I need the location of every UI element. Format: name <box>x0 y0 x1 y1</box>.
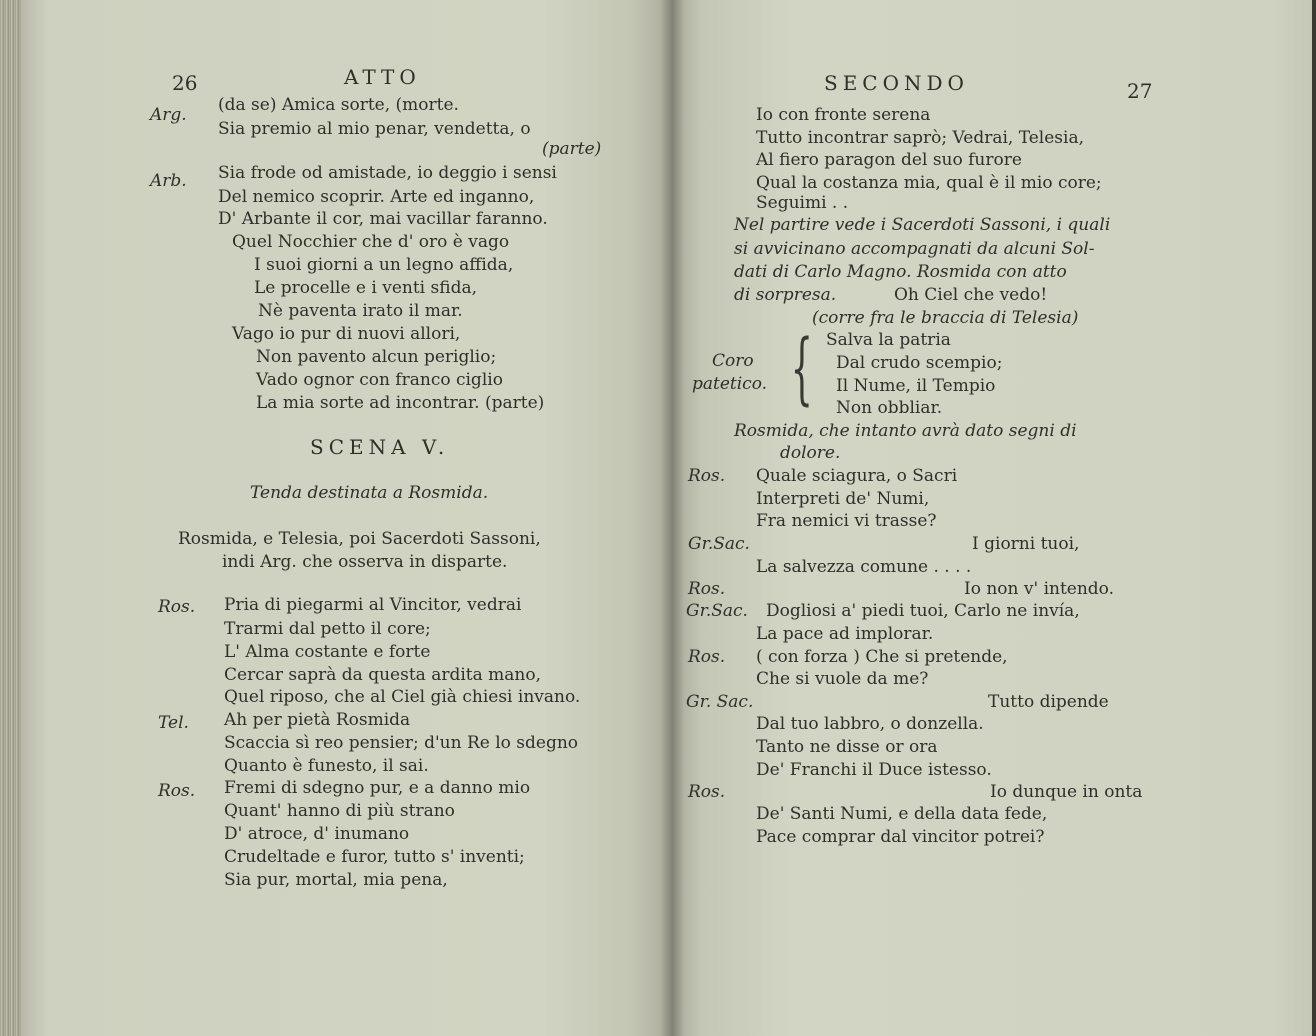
verse-line: Nè paventa irato il mar. <box>258 301 463 321</box>
speaker: Ros. <box>688 466 726 486</box>
speaker: Ros. <box>688 782 726 802</box>
speaker: Ros. <box>688 647 726 667</box>
dialogue-line: L' Alma costante e forte <box>224 642 431 662</box>
verse-line: Tutto incontrar saprò; Vedrai, Telesia, <box>756 128 1084 148</box>
dialogue-line: Tanto ne disse or ora <box>756 737 938 757</box>
verse-line: (da se) Amica sorte, (morte. <box>218 95 459 115</box>
dialogue-line: Sia pur, mortal, mia pena, <box>224 870 448 890</box>
speaker: Ros. <box>158 597 196 617</box>
stage-direction: di sorpresa. <box>734 285 837 305</box>
verse-line: Del nemico scoprir. Arte ed inganno, <box>218 187 535 207</box>
scene-setting: Tenda destinata a Rosmida. <box>250 483 489 503</box>
speaker: Ros. <box>688 579 726 599</box>
stage-direction: si avvicinano accompagnati da alcuni Sol- <box>734 239 1095 259</box>
dialogue-line: Io non v' intendo. <box>964 579 1115 599</box>
dialogue-line: Quant' hanno di più strano <box>224 801 455 821</box>
chorus-label: patetico. <box>692 374 768 394</box>
page-number-right: 27 <box>1127 79 1153 103</box>
scene-cast: indi Arg. che osserva in disparte. <box>222 552 508 572</box>
dialogue-line: Interpreti de' Numi, <box>756 489 930 509</box>
book-gutter <box>660 0 684 1036</box>
dialogue-line: I giorni tuoi, <box>972 534 1080 554</box>
speaker: Gr.Sac. <box>688 534 750 554</box>
verse-line: Al fiero paragon del suo furore <box>756 150 1022 170</box>
stage-direction: Nel partire vede i Sacerdoti Sassoni, i quali <box>734 215 1111 235</box>
dialogue-line: D' atroce, d' inumano <box>224 824 410 844</box>
verse-line: Qual la costanza mia, qual è il mio core; <box>756 173 1102 193</box>
dialogue-line: De' Franchi il Duce istesso. <box>756 760 992 780</box>
brace-icon: { <box>790 324 813 414</box>
verse-line: (parte) <box>542 139 602 159</box>
dialogue-line: La salvezza comune . . . . <box>756 557 972 577</box>
verse-line: Io con fronte serena <box>756 105 931 125</box>
chorus-line: Dal crudo scempio; <box>836 353 1003 373</box>
dialogue-line: Scaccia sì reo pensier; d'un Re lo sdegno <box>224 733 579 753</box>
dialogue-line: La pace ad implorar. <box>756 624 934 644</box>
stage-direction: dati di Carlo Magno. Rosmida con atto <box>734 262 1067 282</box>
chorus-line: Non obbliar. <box>836 398 943 418</box>
dialogue-line: Pace comprar dal vincitor potrei? <box>756 827 1045 847</box>
speaker: Arg. <box>150 105 187 125</box>
dialogue-line: Dal tuo labbro, o donzella. <box>756 714 984 734</box>
left-page <box>22 0 672 1036</box>
speaker: Arb. <box>150 171 187 191</box>
verse-line: D' Arbante il cor, mai vacillar faranno. <box>218 209 548 229</box>
page-edges <box>0 0 24 1036</box>
speaker: Tel. <box>158 713 189 733</box>
speaker: Gr.Sac. <box>686 601 748 621</box>
verse-line: I suoi giorni a un legno affida, <box>254 255 514 275</box>
scene-title: SCENA V. <box>310 435 450 459</box>
verse-line: Quel Nocchier che d' oro è vago <box>232 232 510 252</box>
running-head-right: SECONDO <box>824 71 969 95</box>
dialogue-line: Pria di piegarmi al Vincitor, vedrai <box>224 595 522 615</box>
verse-line: Le procelle e i venti sfida, <box>254 278 477 298</box>
dialogue-line: Dogliosi a' piedi tuoi, Carlo ne invía, <box>766 601 1080 621</box>
page-number-left: 26 <box>172 71 198 95</box>
verse-line: Non pavento alcun periglio; <box>256 347 497 367</box>
dialogue-line: Trarmi dal petto il core; <box>224 619 431 639</box>
speaker: Gr. Sac. <box>686 692 754 712</box>
dialogue-line: Quel riposo, che al Ciel già chiesi invano. <box>224 687 581 707</box>
exclamation: Oh Ciel che vedo! <box>894 285 1048 305</box>
stage-direction: dolore. <box>780 443 841 463</box>
dialogue-line: Io dunque in onta <box>990 782 1143 802</box>
dialogue-line: Cercar saprà da questa ardita mano, <box>224 665 541 685</box>
dialogue-line: Quanto è funesto, il sai. <box>224 756 429 776</box>
dialogue-line: Quale sciagura, o Sacri <box>756 466 958 486</box>
dialogue-line: Fra nemici vi trasse? <box>756 511 937 531</box>
dialogue-line: Che si vuole da me? <box>756 669 929 689</box>
verse-line: Seguimi . . <box>756 193 849 213</box>
speaker: Ros. <box>158 781 196 801</box>
dialogue-line: Crudeltade e furor, tutto s' inventi; <box>224 847 525 867</box>
stage-direction: Rosmida, che intanto avrà dato segni di <box>734 421 1077 441</box>
dialogue-line: ( con forza ) Che si pretende, <box>756 647 1008 667</box>
dialogue-line: Tutto dipende <box>988 692 1109 712</box>
dialogue-line: Fremi di sdegno pur, e a danno mio <box>224 778 531 798</box>
scene-cast: Rosmida, e Telesia, poi Sacerdoti Sassoni, <box>178 529 541 549</box>
verse-line: Vado ognor con franco ciglio <box>256 370 503 390</box>
verse-line: Sia premio al mio penar, vendetta, o <box>218 119 531 139</box>
chorus-line: Salva la patria <box>826 330 951 350</box>
right-page <box>672 0 1312 1036</box>
verse-line: Vago io pur di nuovi allori, <box>232 324 461 344</box>
chorus-label: Coro <box>712 351 754 371</box>
chorus-line: Il Nume, il Tempio <box>836 376 996 396</box>
running-head-left: ATTO <box>344 65 421 89</box>
verse-line: Sia frode od amistade, io deggio i sensi <box>218 163 557 183</box>
stage-direction: (corre fra le braccia di Telesia) <box>812 308 1079 328</box>
dialogue-line: De' Santi Numi, e della data fede, <box>756 804 1048 824</box>
dialogue-line: Ah per pietà Rosmida <box>224 710 411 730</box>
verse-line: La mia sorte ad incontrar. (parte) <box>256 393 545 413</box>
